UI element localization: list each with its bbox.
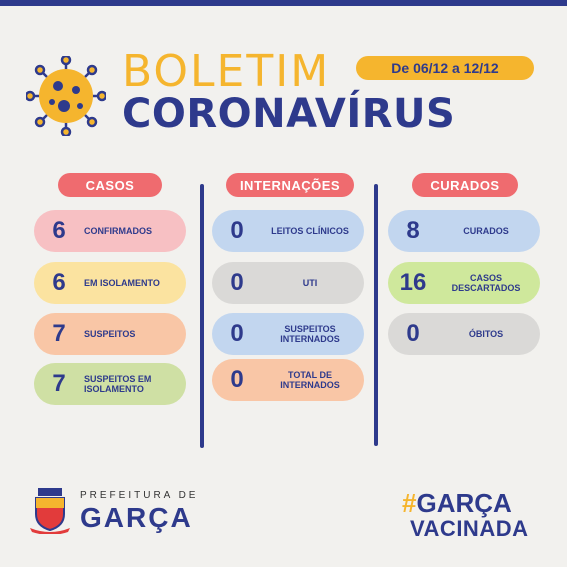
hashtag-line1 bbox=[402, 488, 512, 519]
card-suspeitos bbox=[34, 313, 186, 355]
label: EM ISOLAMENTO bbox=[84, 278, 160, 288]
value: 6 bbox=[52, 217, 66, 244]
value: 0 bbox=[230, 320, 244, 347]
label: SUSPEITOS INTERNADOS bbox=[280, 324, 340, 344]
card-curados bbox=[388, 210, 540, 252]
label: TOTAL DE INTERNADOS bbox=[280, 370, 340, 390]
header-casos: CASOS bbox=[58, 173, 162, 197]
column-divider-right bbox=[374, 184, 378, 446]
label: LEITOS CLÍNICOS bbox=[271, 226, 349, 236]
virus-icon bbox=[26, 56, 106, 136]
title-coronavirus: CORONAVÍRUS bbox=[122, 91, 456, 137]
label: SUSPEITOS bbox=[84, 329, 136, 339]
card-total-de-internados bbox=[212, 359, 364, 401]
city-crest-icon bbox=[30, 488, 70, 534]
label: CASOS DESCARTADOS bbox=[451, 273, 521, 293]
value: 8 bbox=[406, 217, 420, 244]
card-casos-descartados bbox=[388, 262, 540, 304]
label: ÓBITOS bbox=[468, 329, 504, 339]
header-internacoes: INTERNAÇÕES bbox=[226, 173, 354, 197]
card-suspeitos-internados bbox=[212, 313, 364, 355]
title-boletim: BOLETIM bbox=[122, 46, 331, 97]
card-obitos bbox=[388, 313, 540, 355]
card-uti bbox=[212, 262, 364, 304]
date-range-badge: De 06/12 a 12/12 bbox=[356, 56, 534, 80]
card-leitos-clinicos bbox=[212, 210, 364, 252]
value: 16 bbox=[399, 269, 427, 296]
hashtag-word: GARÇA bbox=[416, 488, 512, 518]
hashtag-line2: VACINADA bbox=[410, 516, 529, 541]
column-divider-left bbox=[200, 184, 204, 448]
hashtag-symbol: # bbox=[402, 488, 417, 518]
top-bar bbox=[0, 0, 567, 6]
card-em-isolamento bbox=[34, 262, 186, 304]
card-confirmados bbox=[34, 210, 186, 252]
label: UTI bbox=[302, 278, 318, 288]
value: 6 bbox=[52, 269, 66, 296]
value: 7 bbox=[52, 320, 66, 347]
prefeitura-name: GARÇA bbox=[80, 502, 193, 533]
value: 0 bbox=[230, 217, 244, 244]
card-suspeitos-em-isolamento bbox=[34, 363, 186, 405]
value: 7 bbox=[52, 370, 66, 397]
value: 0 bbox=[230, 366, 244, 393]
prefeitura-label: PREFEITURA DE bbox=[80, 490, 199, 501]
label: SUSPEITOS EM ISOLAMENTO bbox=[84, 374, 152, 394]
label: CONFIRMADOS bbox=[84, 226, 152, 236]
value: 0 bbox=[230, 269, 244, 296]
header-curados: CURADOS bbox=[412, 173, 518, 197]
label: CURADOS bbox=[463, 226, 509, 236]
value: 0 bbox=[406, 320, 420, 347]
